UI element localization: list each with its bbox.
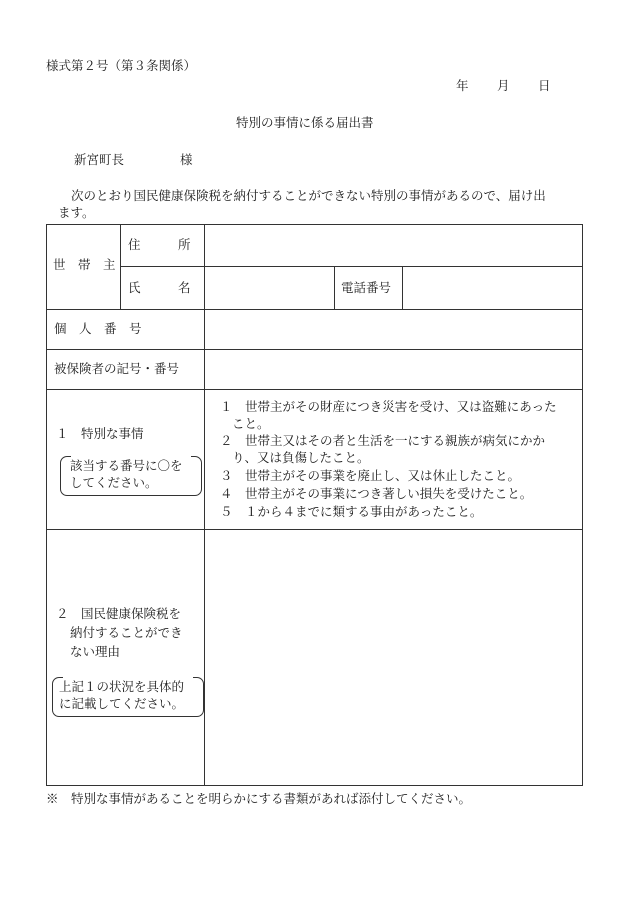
individual-number-label: 個 人 番 号 (54, 321, 142, 336)
intro-line-1: 次のとおり国民健康保険税を納付することができない特別の事情があるので、届け出 (71, 188, 546, 203)
column-divider (120, 225, 121, 309)
column-divider (204, 225, 205, 785)
phone-field[interactable] (403, 267, 581, 307)
date-year-label: 年 (456, 78, 469, 93)
document-title: 特別の事情に係る届出書 (236, 115, 374, 130)
householder-label: 世 帯 主 (53, 257, 116, 272)
phone-label: 電話番号 (341, 280, 392, 295)
reason-heading-line-1: ２ 国民健康保険税を (56, 606, 182, 621)
date-day-label: 日 (538, 78, 551, 93)
insured-symbol-field[interactable] (206, 350, 581, 387)
name-field[interactable] (206, 267, 332, 307)
option-1-line-1: １ 世帯主がその財産につき災害を受け、又は盗難にあった (220, 399, 557, 414)
option-4: ４ 世帯主がその事業につき著しい損失を受けたこと。 (220, 486, 533, 501)
special-note-line-2: してください。 (70, 475, 158, 490)
date-month-label: 月 (497, 78, 510, 93)
row-divider (47, 389, 583, 390)
reason-heading-line-2: 納付することができ (70, 625, 183, 640)
insured-symbol-label: 被保険者の記号・番号 (54, 361, 180, 376)
option-3: ３ 世帯主がその事業を廃止し、又は休止したこと。 (220, 468, 521, 483)
option-2-line-2: り、又は負傷したこと。 (232, 450, 370, 465)
option-5: ５ １から４までに類する事由があったこと。 (220, 504, 483, 519)
reason-field[interactable] (206, 530, 581, 784)
individual-number-field[interactable] (206, 310, 581, 347)
footnote: ※ 特別な事情があることを明らかにする書類があれば添付してください。 (46, 791, 472, 806)
special-note-line-1: 該当する番号に〇を (70, 458, 183, 473)
option-1-line-2: こと。 (232, 416, 270, 431)
reason-heading-line-3: ない理由 (70, 644, 121, 659)
intro-line-2: ます。 (58, 205, 95, 220)
option-2-line-1: ２ 世帯主又はその者と生活を一にする親族が病気にかか (220, 433, 546, 448)
special-circumstances-heading: １ 特別な事情 (56, 426, 144, 441)
reason-note-line-1: 上記１の状況を具体的 (59, 679, 185, 694)
address-field[interactable] (206, 226, 581, 264)
form-number: 様式第２号（第３条関係） (46, 58, 197, 73)
address-label: 住 所 (128, 237, 191, 252)
addressee-honorific: 様 (180, 152, 193, 167)
addressee-name: 新宮町長 (74, 152, 125, 167)
column-divider (334, 266, 335, 309)
name-label: 氏 名 (128, 280, 191, 295)
reason-note-line-2: に記載してください。 (59, 696, 185, 711)
